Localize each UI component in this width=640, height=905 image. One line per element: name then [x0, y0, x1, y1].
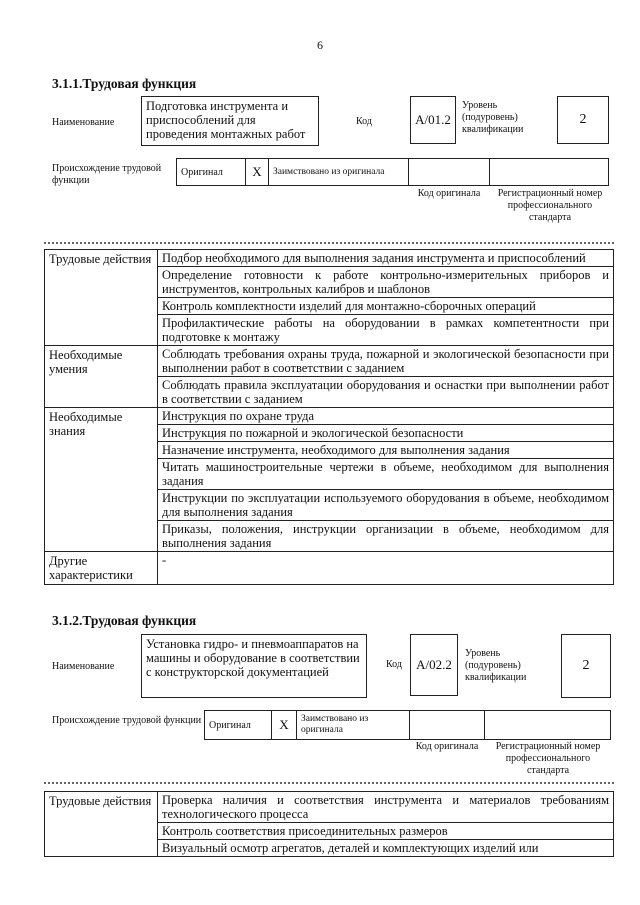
table-row — [45, 250, 614, 267]
table-cell: - — [158, 552, 614, 585]
original-label-1: Оригинал — [176, 158, 246, 186]
table-row — [45, 792, 614, 823]
function-name-box-1: Подготовка инструмента и приспособлений для проведения монтажных работ — [141, 96, 319, 146]
table-cell: Определение готовности к работе контрольно-измерительных приборов и инструментов, контрольных калибров и шаблонов — [158, 267, 614, 298]
origin-label-2: Происхождение трудовой функции — [52, 715, 202, 726]
table-cell: Назначение инструмента, необходимого для выполнения задания — [158, 442, 614, 459]
table-cell: Приказы, положения, инструкции организации в объеме, необходимом для выполнения задания — [158, 521, 614, 552]
level-label-2: Уровень (подуровень) квалификации — [465, 648, 527, 683]
table-row — [45, 552, 614, 585]
table-cell: Визуальный осмотр агрегатов, деталей и комплектующих изделий или — [158, 840, 614, 857]
separator-line-2 — [44, 782, 614, 784]
name-label-2: Наименование — [52, 661, 115, 672]
code-original-cell-1 — [408, 158, 490, 186]
table-row — [45, 408, 614, 425]
code-original-label-2: Код оригинала — [415, 741, 479, 752]
category-cell: Необходимые умения — [45, 346, 158, 408]
function-name-box-2: Установка гидро- и пневмоаппаратов на машины и оборудование в соответствии с конструкторской документацией — [141, 634, 367, 698]
table-row — [45, 346, 614, 377]
level-value-box-1: 2 — [557, 96, 609, 144]
table-cell: Соблюдать правила эксплуатации оборудования и оснастки при выполнении работ в соответствии с заданием — [158, 377, 614, 408]
table-cell: Инструкции по эксплуатации используемого оборудования в объеме, необходимом для выполнения задания — [158, 490, 614, 521]
table-cell: Контроль соответствия присоединительных размеров — [158, 823, 614, 840]
code-label-1: Код — [356, 116, 372, 127]
table-cell: Читать машиностроительные чертежи в объеме, необходимом для выполнения задания — [158, 459, 614, 490]
code-value-box-1: A/01.2 — [410, 96, 456, 144]
table-cell: Соблюдать требования охраны труда, пожарной и экологической безопасности при выполнении работ в соответствии с заданием — [158, 346, 614, 377]
original-mark-1: X — [245, 158, 269, 186]
section-title-2: 3.1.2.Трудовая функция — [52, 613, 197, 628]
table-cell: Инструкция по охране труда — [158, 408, 614, 425]
function-table-1 — [44, 249, 614, 585]
reg-number-label-1: Регистрационный номер профессионального стандарта — [497, 188, 603, 223]
reg-number-label-2: Регистрационный номер профессионального стандарта — [495, 741, 601, 776]
name-label-1: Наименование — [52, 117, 115, 128]
table-cell: Проверка наличия и соответствия инструмента и материалов требованиям технологического процесса — [158, 792, 614, 823]
code-original-cell-2 — [409, 710, 485, 740]
code-value-box-2: A/02.2 — [410, 634, 458, 696]
original-label-2: Оригинал — [204, 710, 272, 740]
category-cell: Трудовые действия — [45, 250, 158, 346]
table-cell: Профилактические работы на оборудовании в рамках компетентности при подготовке к монтажу — [158, 315, 614, 346]
page-number: 6 — [317, 38, 323, 52]
table-cell: Контроль комплектности изделий для монтажно-сборочных операций — [158, 298, 614, 315]
origin-label-1: Происхождение трудовой функции — [52, 163, 162, 186]
code-label-2: Код — [386, 659, 402, 670]
separator-line-1 — [44, 242, 614, 244]
category-cell: Другие характеристики — [45, 552, 158, 585]
section-title-1: 3.1.1.Трудовая функция — [52, 76, 197, 91]
table-cell: Подбор необходимого для выполнения задания инструмента и приспособлений — [158, 250, 614, 267]
category-cell: Необходимые знания — [45, 408, 158, 552]
table-cell: Инструкция по пожарной и экологической безопасности — [158, 425, 614, 442]
reg-number-cell-1 — [489, 158, 609, 186]
original-mark-2: X — [271, 710, 297, 740]
level-value-box-2: 2 — [561, 634, 611, 698]
reg-number-cell-2 — [484, 710, 611, 740]
borrowed-label-2: Заимствовано из оригинала — [296, 710, 410, 740]
borrowed-label-1: Заимствовано из оригинала — [268, 158, 409, 186]
level-label-1: Уровень (подуровень) квалификации — [462, 100, 524, 135]
category-cell: Трудовые действия — [45, 792, 158, 857]
code-original-label-1: Код оригинала — [417, 188, 481, 199]
function-table-2 — [44, 791, 614, 857]
